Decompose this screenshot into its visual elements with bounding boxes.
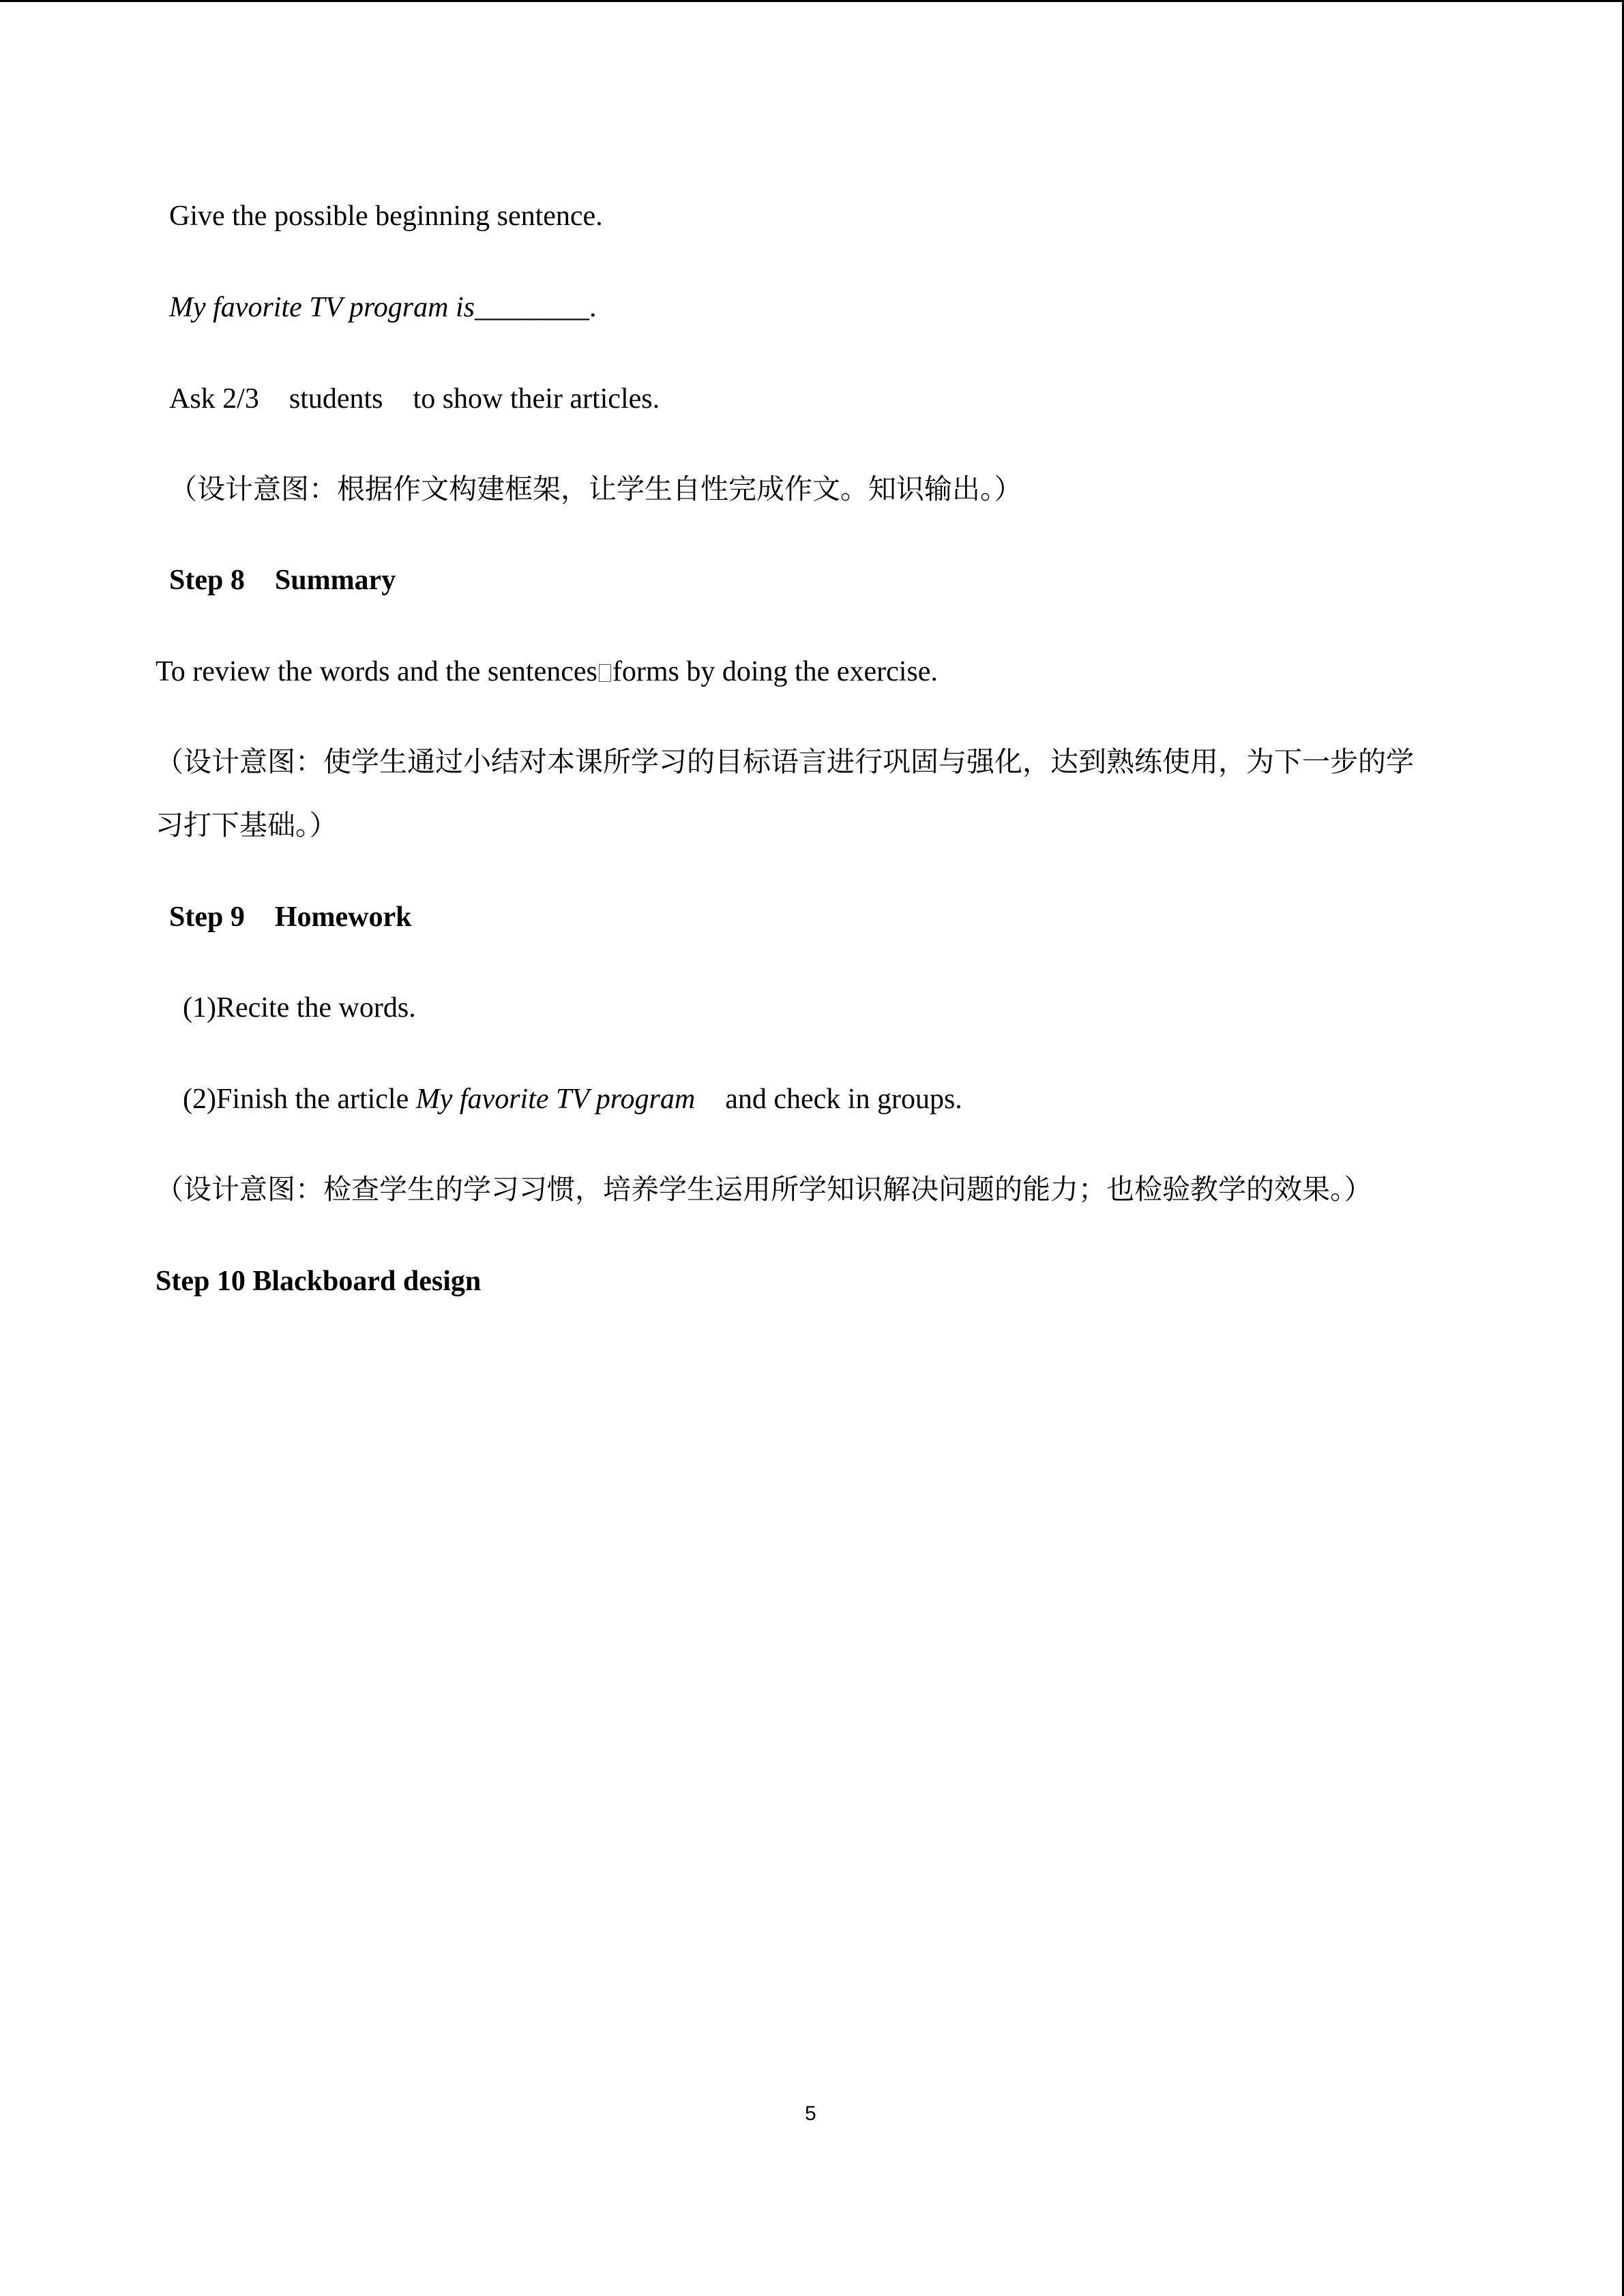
step-9-heading: Step 9 Homework bbox=[169, 901, 412, 933]
sentence-frame-text: My favorite TV program is bbox=[169, 292, 475, 323]
design-intent-note-2-continued: 习打下基础。） bbox=[156, 809, 338, 841]
missing-glyph-icon bbox=[599, 664, 611, 682]
instruction-show-articles: Ask 2/3 students to show their articles. bbox=[169, 383, 660, 415]
design-intent-note-1: （设计意图：根据作文构建框架，让学生自性完成作文。知识输出。） bbox=[169, 473, 1022, 505]
step-8-heading: Step 8 Summary bbox=[169, 565, 396, 596]
page-number: 5 bbox=[805, 2102, 816, 2125]
summary-description: To review the words and the sentences forms by doing the exercise. bbox=[156, 656, 938, 687]
homework-item-1: (1)Recite the words. bbox=[183, 992, 416, 1024]
design-intent-note-2: （设计意图：使学生通过小结对本课所学习的目标语言进行巩固与强化，达到熟练使用，为下一步的学 bbox=[156, 745, 1414, 778]
sentence-frame-blank: ________. bbox=[475, 292, 597, 323]
page-border-top bbox=[0, 0, 1624, 2]
instruction-beginning-sentence: Give the possible beginning sentence. bbox=[169, 200, 603, 232]
design-intent-note-3: （设计意图：检查学生的学习习惯，培养学生运用所学知识解决问题的能力；也检验教学的效果。） bbox=[156, 1173, 1372, 1206]
step-10-heading: Step 10 Blackboard design bbox=[156, 1266, 482, 1297]
sentence-frame bbox=[169, 293, 597, 322]
homework-item-2: (2)Finish the article My favorite TV program and check in groups. bbox=[183, 1084, 962, 1115]
